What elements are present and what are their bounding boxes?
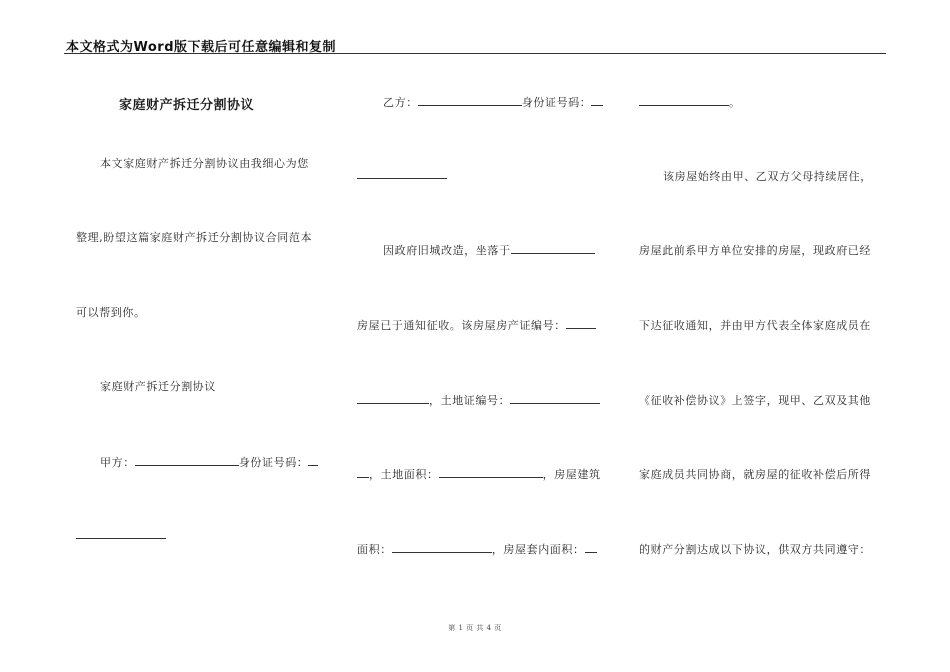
- property-cert-text: 房屋已于通知征收。该房屋房产证编号：: [357, 319, 566, 332]
- intro-line-3: 可以帮到你。: [76, 306, 146, 319]
- paragraph-line-1: 该房屋始终由甲、乙双方父母持续居住，: [663, 170, 872, 183]
- party-a-blank: [135, 455, 239, 466]
- party-b-id-label: 身份证号码：: [521, 96, 592, 109]
- land-area-line: [357, 466, 601, 482]
- party-a-line: [100, 454, 318, 470]
- intro-line-2: 整理,盼望这篇家庭财产拆迁分割协议合同范本: [76, 231, 313, 244]
- land-area-blank: [439, 467, 543, 478]
- party-b-line: [383, 94, 603, 110]
- column-3: [630, 0, 882, 620]
- area-line: [357, 541, 597, 557]
- party-a-label: 甲方：: [100, 456, 135, 469]
- party-a-id-blank: [308, 455, 318, 466]
- location-line: [383, 242, 595, 258]
- party-a-id-blank-2: [76, 528, 166, 539]
- paragraph-line-6: 的财产分割达成以下协议，供双方共同遵守：: [639, 543, 871, 556]
- land-cert-blank: [510, 393, 600, 404]
- property-cert-blank-2: [357, 393, 429, 404]
- location-text: 因政府旧城改造，坐落于: [383, 244, 511, 257]
- paragraph-line-4: 《征收补偿协议》上签字，现甲、乙双及其他: [639, 394, 871, 407]
- party-a-id-line: [76, 528, 166, 542]
- paragraph-line-2: 房屋此前系甲方单位安排的房屋，现政府已经: [639, 244, 871, 257]
- column-2: [346, 0, 608, 620]
- building-area-blank: [392, 542, 492, 553]
- property-cert-blank: [566, 318, 596, 329]
- section-subtitle: 家庭财产拆迁分割协议: [100, 380, 216, 393]
- land-cert-label: ，土地证编号：: [429, 394, 511, 407]
- inner-area-blank: [585, 542, 597, 553]
- party-b-id-line: [357, 168, 447, 182]
- paragraph-line-3: 下达征收通知，并由甲方代表全体家庭成员在: [639, 319, 871, 332]
- inner-area-blank-2: [639, 95, 729, 106]
- land-cert-blank-2: [357, 467, 369, 478]
- column-1: [66, 0, 324, 620]
- document-title: 家庭财产拆迁分割协议: [119, 98, 255, 113]
- document-header: 本文格式为Word版下载后可任意编辑和复制: [66, 40, 337, 55]
- end-mark: 。: [729, 96, 741, 109]
- property-cert-line: [357, 317, 596, 333]
- building-area-label: ，房屋建筑: [542, 468, 601, 481]
- location-blank: [511, 243, 595, 254]
- inner-area-end-line: [639, 94, 741, 110]
- land-cert-line: [357, 392, 600, 408]
- page-number: 第 1 页 共 4 页: [448, 624, 502, 632]
- area-label: 面积：: [357, 543, 392, 556]
- party-b-id-blank-2: [357, 168, 447, 179]
- inner-area-label: ，房屋套内面积：: [491, 543, 585, 556]
- intro-line-1: 本文家庭财产拆迁分割协议由我细心为您: [100, 157, 309, 170]
- party-b-blank: [418, 95, 522, 106]
- land-area-label: ，土地面积：: [369, 468, 439, 481]
- party-a-id-label: 身份证号码：: [238, 456, 309, 469]
- party-b-label: 乙方：: [383, 96, 418, 109]
- paragraph-line-5: 家庭成员共同协商，就房屋的征收补偿后所得: [639, 468, 871, 481]
- party-b-id-blank: [591, 95, 603, 106]
